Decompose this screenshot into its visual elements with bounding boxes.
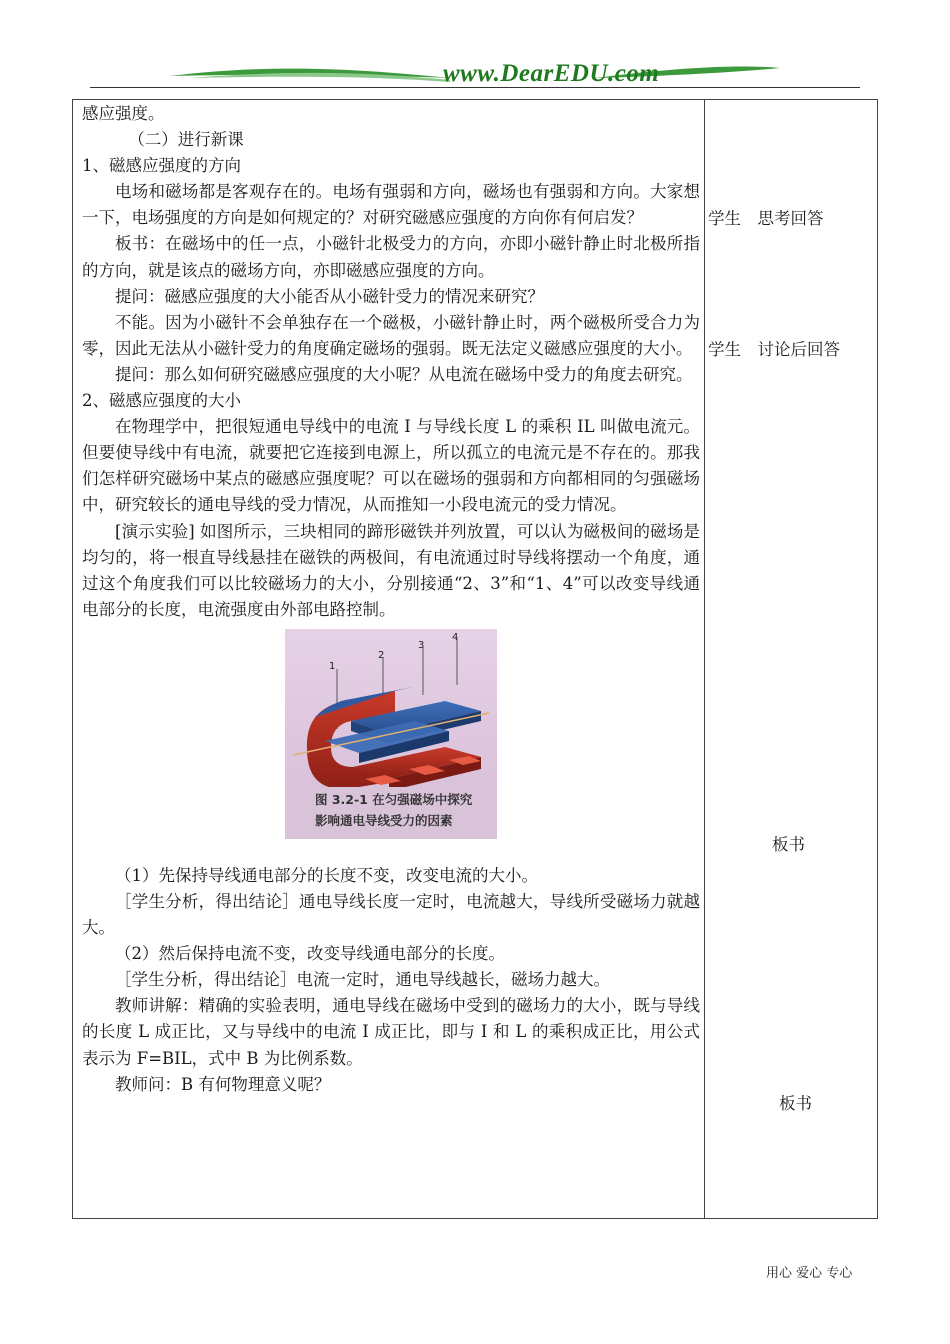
site-logo-text[interactable]: www.DearEDU.com [443, 60, 660, 87]
footer-motto: 用心 爱心 专心 [766, 1266, 853, 1281]
figure-caption-line: 图 3.2-1 在匀强磁场中探究 [315, 791, 473, 807]
terminal-label: 1 [329, 660, 336, 672]
paragraph: 提问：磁感应强度的大小能否从小磁针受力的情况来研究？ [115, 286, 544, 306]
table-column-divider [704, 99, 705, 1219]
section-heading: 1、磁感应强度的方向 [82, 156, 241, 176]
section-heading: （二）进行新课 [128, 130, 244, 150]
lesson-content [82, 101, 700, 1098]
paragraph: [演示实验] 如图所示，三块相同的蹄形磁铁并列放置，可以认为磁极间的磁场是均匀的，将一根直导线悬挂在磁铁的两极间，有电流通过时导线将摆动一个角度，通过这个角度我们可以比较磁场力的大小，分别接通“2、3”和“1、4”可以改变导线通电部分的长度，电流强度由外部电路控制。 [82, 521, 700, 619]
paragraph: 提问：那么如何研究磁感应强度的大小呢？从电流在磁场中受力的角度去研究。 [115, 364, 693, 384]
terminal-label: 2 [378, 649, 385, 661]
paragraph: 感应强度。 [82, 104, 165, 123]
paragraph: 不能。因为小磁针不会单独存在一个磁极，小磁针静止时，两个磁极所受合力为零，因此无法从小磁针受力的角度确定磁场的强弱。既无法定义磁感应强度的大小。 [82, 312, 700, 358]
paragraph: ［学生分析，得出结论］通电导线长度一定时，电流越大，导线所受磁场力就越大。 [82, 891, 700, 938]
paragraph: ［学生分析，得出结论］电流一定时，通电导线越长，磁场力越大。 [115, 970, 610, 990]
terminal-label: 4 [452, 631, 459, 643]
paragraph: （2）然后保持电流不变，改变导线通电部分的长度。 [115, 944, 505, 964]
figure-caption [285, 789, 497, 831]
header-banner [90, 56, 860, 96]
paragraph: 在物理学中，把很短通电导线中的电流 I 与导线长度 L 的乘积 IL 叫做电流元。但要使导线中有电流，就要把它连接到电源上，所以孤立的电流元是不存在的。那我们怎样研究磁场中某点的磁感应强度呢？可以在磁场的强弱和方向都相同的匀强磁场中，研究较长的通电导线的受力情况，从而推知一小段电流元的受力情况。 [82, 417, 700, 515]
experiment-figure [285, 629, 497, 839]
section-heading: 2、磁感应强度的大小 [82, 391, 241, 411]
paragraph: 教师问：B 有何物理意义呢？ [115, 1074, 331, 1094]
paragraph: 教师讲解：精确的实验表明，通电导线在磁场中受到的磁场力的大小，既与导线的长度 L 成正比，又与导线中的电流 I 成正比，即与 I 和 L 的乘积成正比，用公式表示为 F=BIL，式中 B 为比例系数。 [82, 996, 700, 1068]
side-note: 学生 讨论后回答 [708, 340, 840, 359]
side-note: 学生 思考回答 [708, 209, 824, 228]
side-note: 板书 [779, 1094, 812, 1113]
figure-caption-line: 影响通电导线受力的因素 [315, 812, 453, 828]
terminal-label: 3 [418, 639, 425, 651]
header-rule [90, 87, 860, 88]
paragraph: 板书：在磁场中的任一点，小磁针北极受力的方向，亦即小磁针静止时北极所指的方向，就是该点的磁场方向，亦即磁感应强度的方向。 [82, 234, 700, 280]
paragraph: 电场和磁场都是客观存在的。电场有强弱和方向，磁场也有强弱和方向。大家想一下，电场强度的方向是如何规定的？对研究磁感应强度的方向你有何启发？ [82, 182, 700, 228]
paragraph: （1）先保持导线通电部分的长度不变，改变电流的大小。 [115, 865, 538, 885]
side-note: 板书 [772, 835, 805, 854]
